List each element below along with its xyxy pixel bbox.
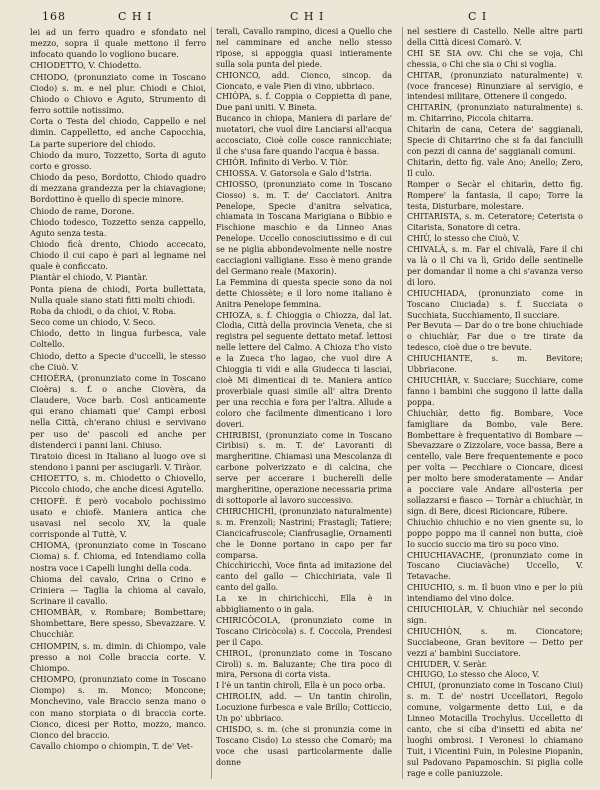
dictionary-entry: Corta o Testa del chiodo, Cappello e nel dimin. Cappelletto, ed anche Capocchia, La parte superiore del chiodo. xyxy=(30,116,206,149)
dictionary-entry: lei ad un ferro quadro e sfondato nel mezzo, sopra il quale mettono il ferro infocato quando lo vogliono bucare. xyxy=(30,27,206,60)
dictionary-entry: CHITARISTA, s. m. Ceteratore; Ceterista o Citarista, Sonatore di cetra. xyxy=(407,212,583,233)
dictionary-entry: CHIUCHIÒN, s. m. Cioncatore; Succiabeone, Gran bevitore — Detto per vezzi a' bambini Succiatore. xyxy=(407,626,583,658)
dictionary-entry: CHIUI, (pronunziato come in Toscano Ciui) s. m. T. de' nostri Uccellatori, Regolo comune, volgarmente detto Lui, e da Linneo Motacilla Trochylus. Uccelletto di canto, che si ciba d'insetti ed abita ne' luoghi ombrosi. I Veronesi lo chiamano Tuit, i Vicentini Fuin, in Polesine Piopanìn, sul Padovano Papamoschin. Si piglia colle rage e colle paniuzzole. xyxy=(407,681,583,778)
dictionary-entry: nel sestiere di Castello. Nelle altre parti della Città dicesi Comarò. V. xyxy=(407,27,583,47)
running-head-left: C H I xyxy=(118,10,153,23)
dictionary-entry: CHIUCHIOLÀR, V. Chiuchiàr nel secondo sign. xyxy=(407,605,583,625)
dictionary-entry: CHIOÈRA, (pronunziato come in Toscano Cioèra) s. f. o anche Ciovèra, da Claudere, Voce barb. Così anticamente qui erano chiamati que' Campi erbosi nella Città, ch'erano chiusi e servivano per uso de' pascoli ed anche per distenderci i panni lani. Chiuso. xyxy=(30,372,206,450)
dictionary-entry: Chiuchio chiuchio e no vien gnente su, lo poppo poppo ma il cannel non butta, cioè Io succio succio ma tiro su poco vino. xyxy=(407,517,583,549)
dictionary-entry: Bucanco in chiopa, Maniera di parlare de' nuotatori, che vuol dire Lanciarsi all'acqua accosciato, Cioè colle cosce rannicchiate; il che s'usa fare quando l'acqua è bassa. xyxy=(216,114,392,156)
dictionary-entry: Per Bevuta — Dar do o tre bone chiuchiade o chiuchiàr, Far due o tre tirate da tedesco, cioè due o tre bevute. xyxy=(407,321,583,353)
dictionary-entry: La Femmina di questa specie sono da noi dette Chiossète; e il loro nome italiano è Anitra Penelope femmina. xyxy=(216,277,392,309)
dictionary-entry: CHIONCO, add. Cionco, sincop. da Cioncato, e vale Pien di vino, ubbriaco. xyxy=(216,70,392,91)
dictionary-entry: Chiodo da muro, Tozzetto, Sorta di aguto corto e grosso. xyxy=(30,149,206,171)
dictionary-entry: Romper o Secàr el chitarìn, detto fig. Rompere' la fantasia, il capo; Torre la testa, Disturbare, molestare. xyxy=(407,179,583,211)
column-divider xyxy=(211,27,212,779)
dictionary-entry: Chiuchiàr, detto fig. Bombare, Voce famigliare da Bombo, vale Bere. Bombettare è frequentativo di Bombare — Sbevazzare o Zizzolare, voce bassa, Bere a centello, vale Bere frequentemente e poco per volta — Pecchiare o Cioncare, dicesi per molto bere smoderatamente — Andar a pocciare vale Andare all'osteria per sollazzarsi e fiasco — Tornàr a chiuchiàr, in sign. di Bere, dicesi Ricioncare, Ribere. xyxy=(407,408,583,516)
dictionary-entry: CHIVALÀ, s. m. Far el chivalà, Fare il chi va là o il Chi va lì, Grido delle sentinelle per domandar il nome a chi s'avanza verso di loro. xyxy=(407,245,583,287)
dictionary-entry: CHIÙ, lo stesso che Ciuò, V. xyxy=(407,234,520,244)
dictionary-entry: CHIUGO, Lo stesso che Aloco, V. xyxy=(407,670,540,680)
dictionary-entry: CHISDO, s. m. (che si pronunzia come in Toscano Cisdo) Lo stesso che Comarò; ma voce che usasi particolarmente dalle donne xyxy=(216,725,392,767)
running-head-center: C H I xyxy=(290,10,325,23)
column-right xyxy=(407,27,583,782)
dictionary-entry: CHITAR, (pronunziato naturalmente) v. (voce francese) Rinunziare al servigio, e intendesi militare, Ottenere il congedo. xyxy=(407,70,583,102)
running-head-right: C I xyxy=(468,10,488,23)
dictionary-entry: CHIOMA, (pronunziato come in Toscano Cioma) s. f. Chioma, ed Intendiamo colla nostra voce i Capelli lunghi della coda. xyxy=(30,540,206,573)
dictionary-entry: CHIRICÒCOLA, (pronunziato come in Toscano Ciricòcola) s. f. Coccola, Prendesi per il Capo. xyxy=(216,615,392,647)
dictionary-entry: CHIOFÈ. È però vocabolo pochissimo usato e chiofè. Maniera antica che usavasi nel secolo XV, la quale corrisponde al Tuttè, V. xyxy=(30,495,206,540)
dictionary-entry: CHIOETTO, s. m. Chiodetto o Chiovello, Piccolo chiodo, che anche dicesi Agutello. xyxy=(30,473,206,495)
dictionary-entry: CHIROL, (pronunziato come in Toscano Cirolì) s. m. Baluzante; Che tira poco di mira, Persona di corta vista. xyxy=(216,648,392,680)
dictionary-entry: CHIOSSO, (pronunziato come in Toscano Ciosso) s. m. T. de' Cacciatori. Anitra Penelope, Specie d'anitra selvatica, chiamata in Toscana Marigiana o Bibbio e Fischione maschio e da Linneo Anas Penelope. Uccello conosciutissimo e di cui se ne piglia abbondevolmente nelle nostre cacciagioni valligiane. Esso è meno grande del Germano reale (Maxorin). xyxy=(216,179,392,276)
dictionary-entry: CHIOZA, s. f. Chioggia o Chiozza, dal lat. Clodia, Città della provincia Veneta, che si registra pel seguente dettato metaf. lettosi nelle lettere del Calmo. A Chioza t'ho visto e la Zueca t'ho lagao, che vuol dire A Chioggia ti vidi e alla Giudecca ti lasciai, cioè Mi dimenticai di te. Maniera antico proverbiale quasi simile all' altra Drento per una recchia e fora per l'altra. Allude a coloro che facilmente dimenticano i loro doveri. xyxy=(216,310,392,429)
dictionary-entry: Chiodo da peso, Bordotto, Chiodo quadro di mezzana grandezza per la chiavagione; Bordottino è quello di specie minore. xyxy=(30,172,206,205)
dictionary-entry: CHIUCHIÀR, v. Succiare; Succhiare, come fanno i bambini che suggono il latte dalla poppa. xyxy=(407,376,583,407)
dictionary-entry: I l'è un tantin chirolì, Ella è un poco orba. xyxy=(216,681,386,691)
dictionary-entry: CHIOMPO, (pronunziato come in Toscano Ciompo) s. m. Monco; Moncone; Monchevino, vale Braccio senza mano o con mano storpiata o di braccia corte. Cionco, dicesi per Rotto, mozzo, manco. Cionco del braccio. xyxy=(30,674,206,740)
dictionary-entry: La xe in chirichicchì, Ella è in abbigliamento o in gala. xyxy=(216,594,392,615)
dictionary-entry: Chicchiricchì, Voce finta ad imitazione del canto del gallo — Chicchiriata, vale Il canto del gallo. xyxy=(216,561,392,593)
dictionary-entry: CHIUCHIAVACHE, (pronunziato come in Toscano Ciuciavàche) Uccello, V. Tetavache. xyxy=(407,550,583,582)
dictionary-entry: CHIUCHIO, s. m. Il buon vino e per lo più intendiamo del vino dolce. xyxy=(407,583,583,604)
dictionary-entry: CHIUCHIADA, (pronunziato come in Toscano Ciuciada) s. f. Succiata o Succhiata, Succhiamento, Il succiare. xyxy=(407,288,583,320)
dictionary-entry: CHITARÌN, (pronunziato naturalmente) s. m. Chitarrino, Piccola chitarra. xyxy=(407,103,583,124)
dictionary-entry: Cavallo chiompo o chiompin, T. de' Vet- xyxy=(30,741,193,751)
column-middle xyxy=(216,27,392,782)
page-number: 168 xyxy=(42,10,66,23)
dictionary-entry: CHIROLIN, add. — Un tantin chirolìn, Locuzione furbesca e vale Brillo; Cotticcio, Un po' ubbriaco. xyxy=(216,692,392,724)
running-header xyxy=(0,10,600,24)
dictionary-entry: Chiodo todesco, Tozzetto senza cappello, Aguto senza testa. xyxy=(30,216,206,238)
dictionary-entry: CHIÒR. Infinito di Verbo. V. Tiòr. xyxy=(216,157,349,167)
dictionary-entry: CHI SE SIA ovv. Chi che se voja, Chi chessia, o Chi che sia o Chi si voglia. xyxy=(407,48,583,69)
dictionary-entry: Chiodo de rame, Dorone. xyxy=(30,205,135,216)
dictionary-entry: CHIODETTO, V. Chiodetto. xyxy=(30,60,142,71)
dictionary-entry: CHIRIBISI, (pronunziato come in Toscano Ciribisi) s. m. T. de' Lavoranti di margheritine. Chiamasi una Mescolanza di carbone polverizzato e di calcina, che serve per accerare i bucherelli delle margheritine, operazione necessaria prima di sottoporle al lavoro successivo. xyxy=(216,430,392,505)
column-left xyxy=(30,27,206,782)
dictionary-entry: Tiratoio dicesi in Italiano al luogo ove si stendono i panni per asciugarli. V. Tiràor. xyxy=(30,450,206,473)
dictionary-entry: CHIÒPA, s. f. Coppia o Coppietta di pane, Due pani uniti. V. Bineta. xyxy=(216,92,392,113)
dictionary-entry: CHIUDER, V. Seràr. xyxy=(407,659,488,669)
dictionary-entry: CHIOMPIN, s. m. dimin. di Chiompo, vale presso a noi Colle braccia corte. V. Chiompo. xyxy=(30,640,206,673)
dictionary-entry: Chiodo, detto in lingua furbesca, vale Coltello. xyxy=(30,328,206,350)
dictionary-entry: Chitarìn, detto fig. vale Ano; Anello; Zero, Il culo. xyxy=(407,157,583,178)
dictionary-entry: CHIOMBÀR, v. Rombare; Bombettare; Shombettare, Bere spesso, Sbevazzare. V. Chucchiàr. xyxy=(30,607,206,640)
dictionary-entry: CHIOSSA. V. Gatorsola e Galo d'Istria. xyxy=(216,168,372,178)
dictionary-entry: CHIODO, (pronunziato come in Toscano Ciodo) s. m. e nel plur. Chiodi e Chioi, Chiodo o Chiovo e Aguto, Strumento di ferro sottile notissimo. xyxy=(30,71,206,116)
dictionary-entry: Chiodo, detto a Specie d'uccelli, le stesso che Ciuò. V. xyxy=(30,350,206,372)
dictionary-entry: CHIUCHIANTE, s. m. Bevitore; Ubbriacone. xyxy=(407,354,583,375)
dictionary-entry: Roba da chiodi, o da chioi, V. Roba. xyxy=(30,305,177,316)
dictionary-entry: terali, Cavallo rampino, dicesi a Quello che nel camminare ed anche nello stesso ripose, si appoggia quasi intieramente sulla sola punta del piede. xyxy=(216,27,392,69)
dictionary-entry: Chiodo ficà drento, Chiodo accecato, Chiodo il cui capo è pari al legname nel quale è conficcato. xyxy=(30,238,206,272)
dictionary-entry: Chitarìn de cana, Cetera de' saggianali, Specie di Chitarrino che si fa dai fanciulli con pezzi di canna de' saggianali comuni. xyxy=(407,125,583,156)
dictionary-entry: Piantàr el chiodo, V. Piantàr. xyxy=(30,272,148,283)
dictionary-entry: Ponta piena de chiodi, Porta bullettata, Nulla quale siano stati fitti molti chiodi. xyxy=(30,283,206,305)
column-divider xyxy=(402,27,403,779)
dictionary-entry: Chioma del cavalo, Crina o Crino e Criniera — Taglia la chioma al cavalo, Scrinare il cavallo. xyxy=(30,573,206,606)
dictionary-entry: CHIRICHICHÌ, (pronunziato naturalmente) s. m. Frenzoli; Nastrini; Frastagli; Tatiere; Ciancicafruscole; Cianfrusaglie, Ornamenti che le Donne portano in capo per far comparsa. xyxy=(216,506,392,560)
dictionary-entry: Seco come un chiodo, V. Seco. xyxy=(30,317,156,328)
